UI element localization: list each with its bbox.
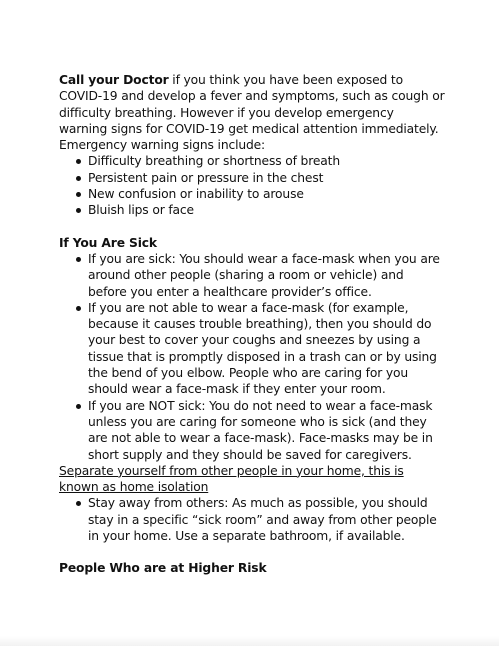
list-item: Bluish lips or face [59, 202, 445, 218]
spacer [59, 544, 445, 560]
call-doctor-paragraph [59, 72, 445, 153]
page-bottom-edge [0, 636, 499, 646]
list-item: Stay away from others: As much as possible, you should stay in a specific “sick room” and away from other people in your home. Use a separate bathroom, if available. [59, 495, 445, 544]
warning-signs-list [59, 153, 445, 218]
sick-guidance-list [59, 251, 445, 463]
isolation-list [59, 495, 445, 544]
list-item: If you are NOT sick: You do not need to wear a face-mask unless you are caring for someone who is sick (and they are not able to wear a face-mask). Face-masks may be in short supply and they should be saved for caregivers. [59, 398, 445, 463]
spacer [59, 219, 445, 235]
if-you-are-sick-heading: If You Are Sick [59, 235, 157, 250]
list-item: Difficulty breathing or shortness of breath [59, 153, 445, 169]
list-item: If you are not able to wear a face-mask (for example, because it causes trouble breathing), then you should do your best to cover your coughs and sneezes by using a tissue that is promptly disposed in a trash can or by using the bend of you elbow. People who are caring for you should wear a face-mask if they enter your room. [59, 300, 445, 398]
list-item: Persistent pain or pressure in the chest [59, 170, 445, 186]
home-isolation-heading: Separate yourself from other people in your home, this is known as home isolation [59, 463, 404, 495]
call-doctor-text: if you think you have been exposed to COVID-19 and develop a fever and symptoms, such as cough or difficulty breathing. However if you develop emergency warning signs for COVID-19 get medical attention immediately. Emergency warning signs include: [59, 73, 445, 153]
list-item: If you are sick: You should wear a face-mask when you are around other people (sharing a room or vehicle) and before you enter a healthcare provider’s office. [59, 251, 445, 300]
higher-risk-heading: People Who are at Higher Risk [59, 561, 267, 576]
call-doctor-lead: Call your Doctor [59, 73, 169, 87]
list-item: New confusion or inability to arouse [59, 186, 445, 202]
